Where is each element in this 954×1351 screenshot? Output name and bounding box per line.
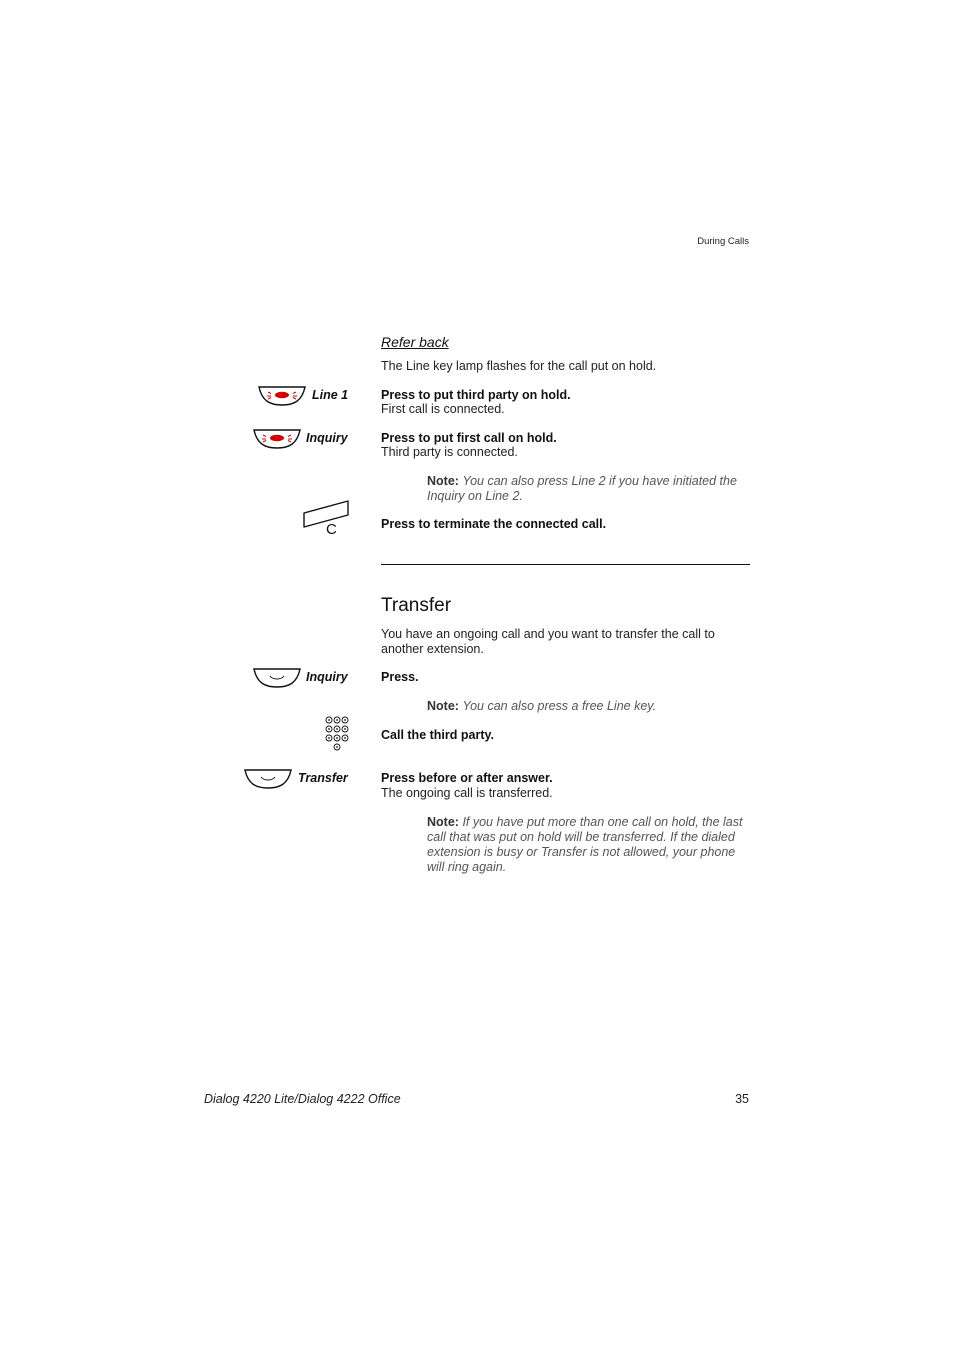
note-text: You can also press a free Line key. <box>462 699 657 713</box>
transfer-intro: You have an ongoing call and you want to transfer the call to another extension. <box>381 627 715 656</box>
note-text: If you have put more than one call on hold, the last call that was put on hold will be transferred. If the dialed extension is busy or Transfer is not allowed, your phone will ring again. <box>427 815 743 874</box>
running-header: During Calls <box>697 236 749 247</box>
inquiry-key-icon <box>253 668 301 688</box>
transfer-note-1 <box>427 699 752 714</box>
section-divider <box>381 564 750 565</box>
step-line1-instruction: Press to put third party on hold. <box>381 388 571 402</box>
step-inquiry-instruction: Press to put first call on hold. <box>381 431 557 445</box>
transfer-key-icon <box>244 769 292 789</box>
refer-back-heading: Refer back <box>381 334 449 350</box>
transfer-note-2 <box>427 815 752 875</box>
line-key-flashing-icon <box>258 386 306 406</box>
note-text: You can also press Line 2 if you have initiated the Inquiry on Line 2. <box>427 474 737 503</box>
refer-back-note <box>427 474 752 504</box>
terminate-instruction: Press to terminate the connected call. <box>381 517 607 531</box>
step-line1-result: First call is connected. <box>381 402 505 416</box>
note-label: Note: <box>427 474 459 488</box>
transfer-heading: Transfer <box>381 595 452 616</box>
note-label: Note: <box>427 815 459 829</box>
note-label: Note: <box>427 699 459 713</box>
dial-instruction: Call the third party. <box>381 728 494 742</box>
footer-title: Dialog 4220 Lite/Dialog 4222 Office <box>204 1092 401 1106</box>
page-number: 35 <box>735 1092 749 1106</box>
key-label-inquiry-transfer: Inquiry <box>306 670 348 684</box>
transfer-result: The ongoing call is transferred. <box>381 786 553 800</box>
key-label-inquiry: Inquiry <box>306 431 348 445</box>
step-inquiry-result: Third party is connected. <box>381 445 518 459</box>
inquiry-press-instruction: Press. <box>381 670 419 684</box>
inquiry-key-flashing-icon <box>253 429 301 449</box>
refer-back-intro: The Line key lamp flashes for the call put on hold. <box>381 359 657 373</box>
key-label-line-1: Line 1 <box>312 388 349 402</box>
keypad-icon <box>325 716 351 752</box>
transfer-instruction: Press before or after answer. <box>381 771 553 785</box>
key-label-transfer: Transfer <box>298 771 348 785</box>
clear-key-letter: C <box>326 521 337 538</box>
